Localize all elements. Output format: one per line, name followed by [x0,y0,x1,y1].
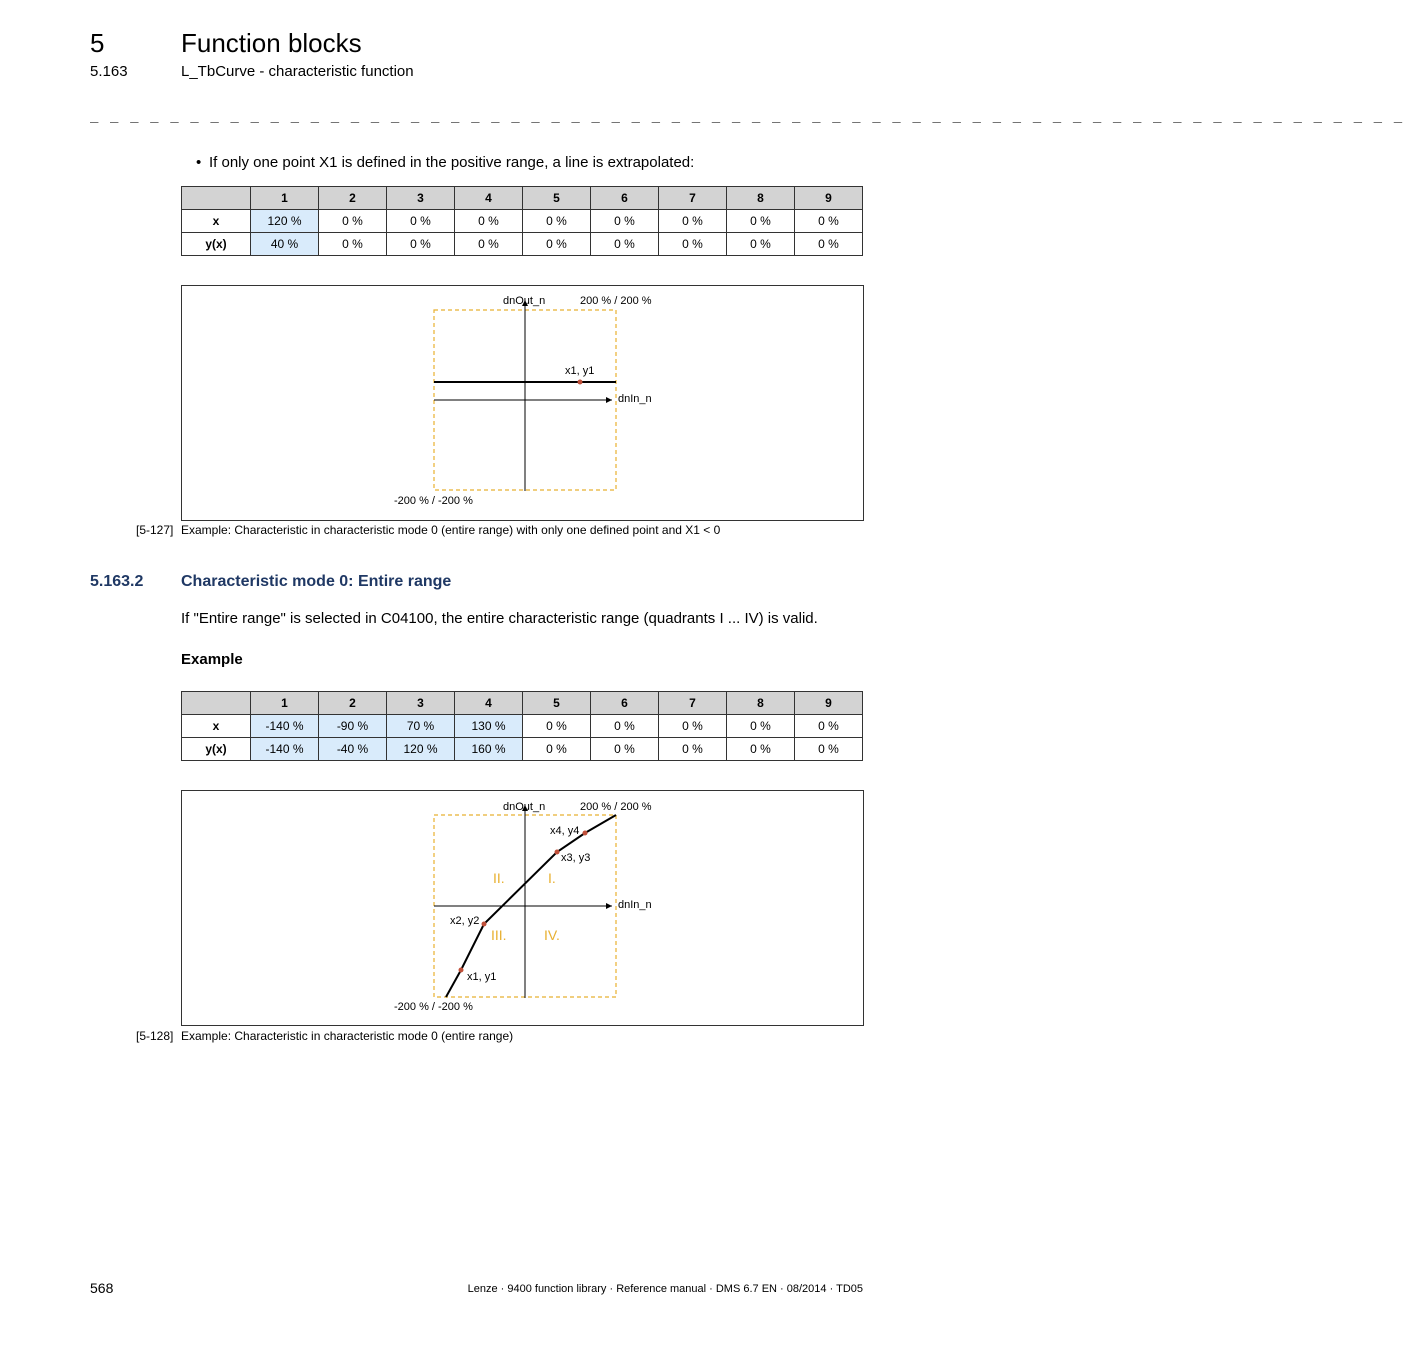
point-label: x1, y1 [565,365,595,377]
quadrant-label: I. [548,870,556,886]
table-cell: 120 % [387,738,455,761]
table-header-row [182,187,863,210]
table-header-cell: 7 [659,187,727,210]
table-header-cell: 9 [795,187,863,210]
y-axis-label: dnOut_n [503,295,546,307]
table-cell: 0 % [523,210,591,233]
table-row [182,738,863,761]
table-header-row [182,692,863,715]
table-cell: 0 % [591,210,659,233]
table-header-cell: 2 [319,187,387,210]
table-cell: 0 % [455,210,523,233]
footer-text: Lenze · 9400 function library · Reference manual · DMS 6.7 EN · 08/2014 · TD05 [467,1283,863,1295]
table-cell: 0 % [523,738,591,761]
table-cell: -140 % [251,738,319,761]
bottom-range-label: -200 % / -200 % [394,495,473,507]
bottom-range-label: -200 % / -200 % [394,1001,473,1013]
table-header-cell: 3 [387,692,455,715]
header-separator: _ _ _ _ _ _ _ _ _ _ _ _ _ _ _ _ _ _ _ _ _ _ _ _ _ _ _ _ _ _ _ _ _ _ _ _ _ _ _ _ _ _ _ _ _ _ _ _ _ _ _ _ _ _ _ _ _ _ _ _ _ _ _ _ _ _ [90,107,1404,123]
table-cell: 0 % [659,738,727,761]
table-header-cell: 1 [251,692,319,715]
points-table-2 [181,691,863,761]
table-cell: 0 % [591,738,659,761]
point-label: x1, y1 [467,971,497,983]
table-cell: 70 % [387,715,455,738]
table-cell: 0 % [387,210,455,233]
point-label: x3, y3 [561,852,591,864]
table-cell: 0 % [727,233,795,256]
point-x1-y1 [459,968,464,973]
table-header-cell [182,187,251,210]
table-header-cell: 5 [523,187,591,210]
table-header-cell: 6 [591,187,659,210]
table-cell: 0 % [591,233,659,256]
table-cell: 130 % [455,715,523,738]
bullet-text: If only one point X1 is defined in the positive range, a line is extrapolated: [209,154,695,171]
point-x1-y1 [578,380,583,385]
figure-1-caption-number: [5-127] [136,523,174,537]
figure-1-diagram [182,286,863,520]
top-range-label: 200 % / 200 % [580,295,652,307]
table-cell: 0 % [727,210,795,233]
table-cell: 0 % [659,210,727,233]
section-number: 5.163 [90,63,128,80]
table-cell: 0 % [319,210,387,233]
section-paragraph: If "Entire range" is selected in C04100, the entire characteristic range (quadrants I ... IV) is valid. [181,610,818,627]
table-cell: 0 % [659,715,727,738]
row-label-yx: y(x) [182,233,251,256]
table-header-cell: 2 [319,692,387,715]
quadrant-label: II. [493,870,505,886]
x-axis-label: dnIn_n [618,393,652,405]
table-cell: 0 % [795,210,863,233]
table-header-cell: 8 [727,187,795,210]
table-cell: 160 % [455,738,523,761]
table-header-cell: 1 [251,187,319,210]
table-cell: 0 % [523,233,591,256]
table-row [182,715,863,738]
quadrant-label: III. [491,927,507,943]
table-cell: 40 % [251,233,319,256]
point-label: x2, y2 [450,915,480,927]
table-cell: 0 % [659,233,727,256]
table-header-cell: 6 [591,692,659,715]
figure-2-frame [181,790,864,1026]
figure-1-caption-text: Example: Characteristic in characteristic mode 0 (entire range) with only one defined point and X1 < 0 [181,523,721,537]
figure-1-frame [181,285,864,521]
x-axis-label: dnIn_n [618,899,652,911]
table-row [182,233,863,256]
chapter-title: Function blocks [181,28,362,58]
subsection-number: 5.163.2 [90,573,144,590]
points-table-1 [181,186,863,256]
example-heading: Example [181,651,243,668]
table-cell: 0 % [795,233,863,256]
page-number: 568 [90,1280,114,1296]
table-cell: -90 % [319,715,387,738]
table-cell: 0 % [727,738,795,761]
table-cell: 0 % [523,715,591,738]
top-range-label: 200 % / 200 % [580,801,652,813]
subsection-title: Characteristic mode 0: Entire range [181,573,452,590]
row-label-x: x [182,715,251,738]
table-header-cell: 8 [727,692,795,715]
point-x3-y3 [555,850,560,855]
y-axis-label: dnOut_n [503,801,546,813]
table-cell: 0 % [591,715,659,738]
table-cell: 0 % [727,715,795,738]
table-header-cell: 5 [523,692,591,715]
figure-2-caption-text: Example: Characteristic in characteristic mode 0 (entire range) [181,1029,514,1043]
point-x4-y4 [583,831,588,836]
chapter-number: 5 [90,28,105,58]
table-cell: 120 % [251,210,319,233]
table-cell: 0 % [795,738,863,761]
table-header-cell: 3 [387,187,455,210]
row-label-yx: y(x) [182,738,251,761]
table-cell: -140 % [251,715,319,738]
quadrant-label: IV. [544,927,560,943]
table-cell: 0 % [319,233,387,256]
table-header-cell [182,692,251,715]
table-header-cell: 9 [795,692,863,715]
point-x2-y2 [482,922,487,927]
table-header-cell: 4 [455,692,523,715]
bullet-marker: • [196,154,202,171]
table-cell: 0 % [795,715,863,738]
figure-2-caption-number: [5-128] [136,1029,174,1043]
point-label: x4, y4 [550,825,580,837]
table-header-cell: 4 [455,187,523,210]
table-cell: -40 % [319,738,387,761]
figure-2-diagram [182,791,863,1025]
table-cell: 0 % [455,233,523,256]
section-title: L_TbCurve - characteristic function [181,63,414,80]
table-header-cell: 7 [659,692,727,715]
table-cell: 0 % [387,233,455,256]
row-label-x: x [182,210,251,233]
table-row [182,210,863,233]
